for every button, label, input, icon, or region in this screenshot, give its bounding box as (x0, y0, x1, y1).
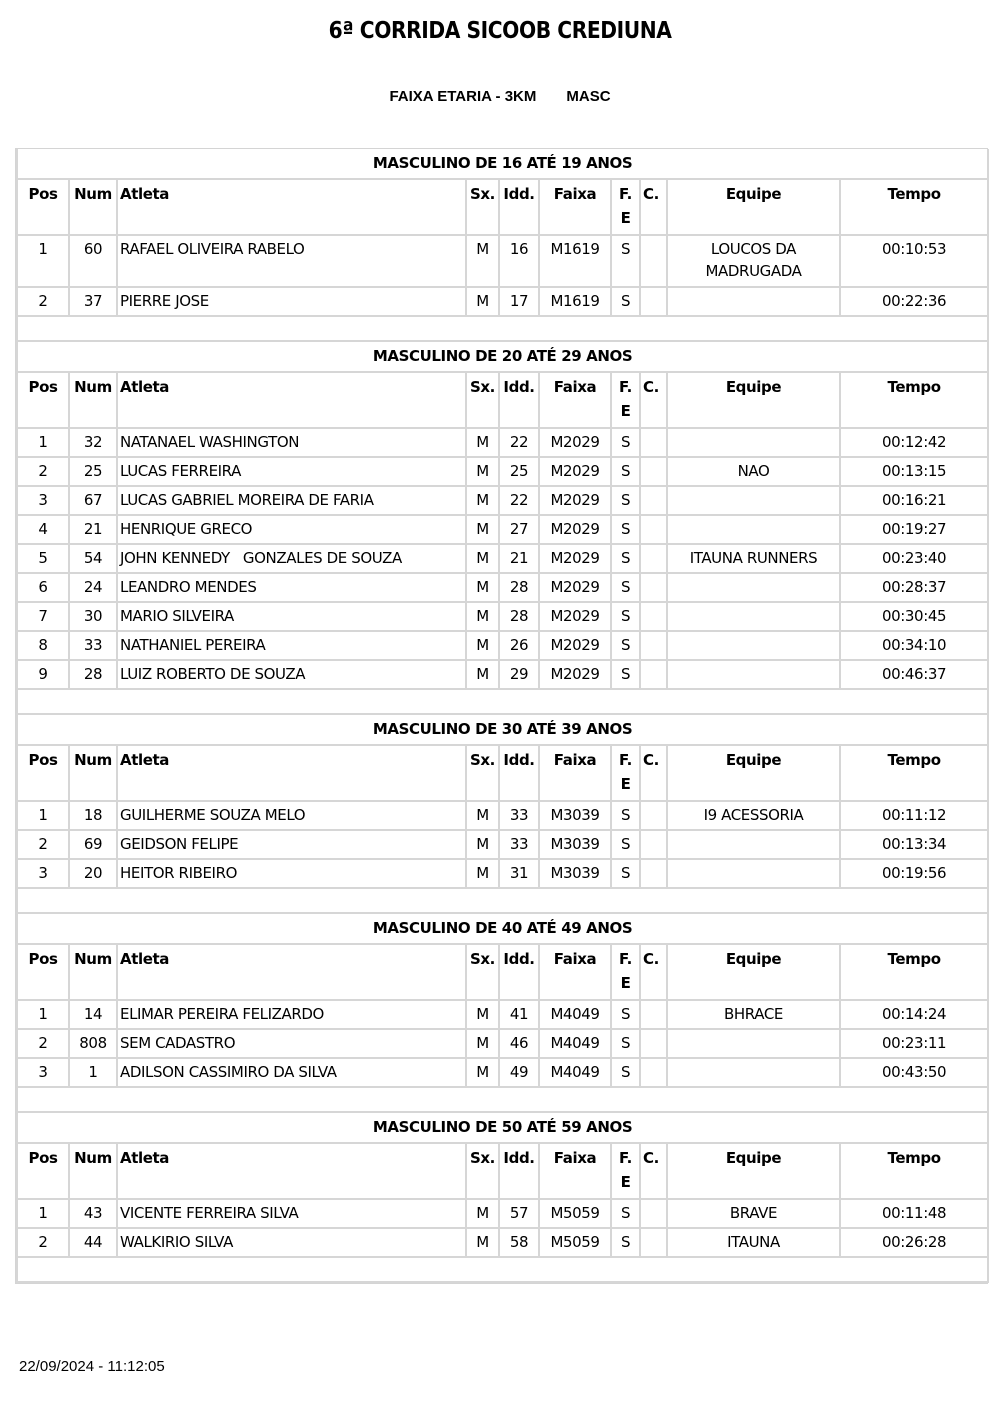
cell-fe: S (611, 1199, 640, 1228)
spacer-cell (17, 888, 988, 913)
cell-c (640, 830, 667, 859)
cell-atleta: GEIDSON FELIPE (117, 830, 466, 859)
cell-num: 37 (69, 287, 117, 316)
cell-c (640, 1000, 667, 1029)
cell-tempo: 00:13:34 (840, 830, 988, 859)
cell-num: 60 (69, 235, 117, 287)
cell-equipe (667, 287, 840, 316)
column-header-row (17, 179, 988, 235)
cell-atleta: RAFAEL OLIVEIRA RABELO (117, 235, 466, 287)
column-header-row (17, 1143, 988, 1199)
cell-faixa: M4049 (539, 1058, 611, 1087)
category-spacer (17, 316, 988, 341)
cell-pos: 6 (17, 573, 69, 602)
category-title: MASCULINO DE 50 ATÉ 59 ANOS (17, 1112, 988, 1143)
cell-pos: 1 (17, 801, 69, 830)
table-row (17, 287, 988, 316)
cell-fe: S (611, 515, 640, 544)
cell-sx: M (466, 602, 499, 631)
cell-sx: M (466, 631, 499, 660)
cell-tempo: 00:43:50 (840, 1058, 988, 1087)
cell-faixa: M5059 (539, 1199, 611, 1228)
table-row (17, 544, 988, 573)
cell-atleta: HEITOR RIBEIRO (117, 859, 466, 888)
cell-equipe (667, 573, 840, 602)
cell-num: 43 (69, 1199, 117, 1228)
cell-num: 14 (69, 1000, 117, 1029)
cell-equipe (667, 486, 840, 515)
column-header-pos: Pos (17, 372, 69, 428)
column-header-num: Num (69, 944, 117, 1000)
cell-pos: 8 (17, 631, 69, 660)
results-table (16, 149, 989, 1283)
cell-tempo: 00:28:37 (840, 573, 988, 602)
cell-equipe: ITAUNA RUNNERS (667, 544, 840, 573)
column-header-fe: F. E (611, 372, 640, 428)
cell-pos: 2 (17, 287, 69, 316)
cell-fe: S (611, 457, 640, 486)
cell-equipe: I9 ACESSORIA (667, 801, 840, 830)
cell-faixa: M2029 (539, 544, 611, 573)
cell-atleta: VICENTE FERREIRA SILVA (117, 1199, 466, 1228)
subtitle-category: FAIXA ETARIA - 3KM (389, 88, 537, 105)
cell-pos: 3 (17, 486, 69, 515)
cell-c (640, 573, 667, 602)
cell-atleta: JOHN KENNEDY GONZALES DE SOUZA (117, 544, 466, 573)
category-title-row (17, 149, 988, 179)
cell-idd: 16 (499, 235, 539, 287)
cell-pos: 4 (17, 515, 69, 544)
cell-sx: M (466, 1000, 499, 1029)
cell-pos: 2 (17, 1228, 69, 1257)
category-title: MASCULINO DE 30 ATÉ 39 ANOS (17, 714, 988, 745)
cell-pos: 2 (17, 830, 69, 859)
cell-atleta: HENRIQUE GRECO (117, 515, 466, 544)
cell-pos: 5 (17, 544, 69, 573)
cell-c (640, 235, 667, 287)
cell-equipe (667, 602, 840, 631)
cell-idd: 33 (499, 801, 539, 830)
cell-faixa: M2029 (539, 602, 611, 631)
cell-pos: 3 (17, 859, 69, 888)
column-header-row (17, 745, 988, 801)
cell-fe: S (611, 859, 640, 888)
cell-fe: S (611, 1058, 640, 1087)
cell-idd: 58 (499, 1228, 539, 1257)
cell-faixa: M3039 (539, 859, 611, 888)
cell-fe: S (611, 602, 640, 631)
column-header-row (17, 372, 988, 428)
column-header-idd: Idd. (499, 372, 539, 428)
cell-idd: 26 (499, 631, 539, 660)
table-row (17, 631, 988, 660)
table-row (17, 428, 988, 457)
cell-equipe (667, 631, 840, 660)
cell-faixa: M2029 (539, 486, 611, 515)
cell-atleta: ELIMAR PEREIRA FELIZARDO (117, 1000, 466, 1029)
cell-pos: 1 (17, 1000, 69, 1029)
cell-sx: M (466, 486, 499, 515)
table-row (17, 1000, 988, 1029)
table-row (17, 1029, 988, 1058)
cell-tempo: 00:34:10 (840, 631, 988, 660)
column-header-num: Num (69, 1143, 117, 1199)
cell-idd: 57 (499, 1199, 539, 1228)
category-title: MASCULINO DE 20 ATÉ 29 ANOS (17, 341, 988, 372)
cell-num: 25 (69, 457, 117, 486)
table-row (17, 830, 988, 859)
column-header-c: C. (640, 745, 667, 801)
cell-num: 54 (69, 544, 117, 573)
cell-faixa: M2029 (539, 515, 611, 544)
cell-tempo: 00:11:12 (840, 801, 988, 830)
cell-equipe: BHRACE (667, 1000, 840, 1029)
cell-num: 67 (69, 486, 117, 515)
table-row (17, 801, 988, 830)
cell-idd: 49 (499, 1058, 539, 1087)
cell-tempo: 00:30:45 (840, 602, 988, 631)
cell-equipe: LOUCOS DA MADRUGADA (667, 235, 840, 287)
cell-idd: 22 (499, 486, 539, 515)
cell-tempo: 00:19:27 (840, 515, 988, 544)
cell-tempo: 00:22:36 (840, 287, 988, 316)
category-title-row (17, 341, 988, 372)
column-header-equipe: Equipe (667, 745, 840, 801)
cell-sx: M (466, 544, 499, 573)
cell-sx: M (466, 515, 499, 544)
table-row (17, 486, 988, 515)
cell-equipe: BRAVE (667, 1199, 840, 1228)
cell-c (640, 457, 667, 486)
cell-idd: 31 (499, 859, 539, 888)
cell-pos: 2 (17, 457, 69, 486)
cell-tempo: 00:11:48 (840, 1199, 988, 1228)
cell-sx: M (466, 1029, 499, 1058)
cell-faixa: M3039 (539, 801, 611, 830)
cell-fe: S (611, 631, 640, 660)
category-title-row (17, 913, 988, 944)
cell-c (640, 801, 667, 830)
column-header-faixa: Faixa (539, 1143, 611, 1199)
column-header-pos: Pos (17, 1143, 69, 1199)
cell-fe: S (611, 801, 640, 830)
cell-sx: M (466, 1228, 499, 1257)
cell-pos: 7 (17, 602, 69, 631)
cell-c (640, 602, 667, 631)
column-header-row (17, 944, 988, 1000)
table-row (17, 859, 988, 888)
cell-equipe (667, 859, 840, 888)
category-spacer (17, 1087, 988, 1112)
cell-fe: S (611, 486, 640, 515)
cell-num: 44 (69, 1228, 117, 1257)
cell-c (640, 631, 667, 660)
column-header-faixa: Faixa (539, 944, 611, 1000)
cell-tempo: 00:13:15 (840, 457, 988, 486)
column-header-c: C. (640, 372, 667, 428)
cell-c (640, 486, 667, 515)
column-header-atleta: Atleta (117, 179, 466, 235)
column-header-sx: Sx. (466, 745, 499, 801)
column-header-faixa: Faixa (539, 179, 611, 235)
category-title-row (17, 714, 988, 745)
cell-faixa: M4049 (539, 1000, 611, 1029)
column-header-atleta: Atleta (117, 944, 466, 1000)
table-row (17, 602, 988, 631)
cell-atleta: GUILHERME SOUZA MELO (117, 801, 466, 830)
column-header-idd: Idd. (499, 745, 539, 801)
cell-atleta: LUCAS GABRIEL MOREIRA DE FARIA (117, 486, 466, 515)
cell-idd: 28 (499, 602, 539, 631)
column-header-fe: F. E (611, 745, 640, 801)
cell-sx: M (466, 660, 499, 689)
cell-sx: M (466, 573, 499, 602)
column-header-num: Num (69, 745, 117, 801)
cell-faixa: M3039 (539, 830, 611, 859)
cell-equipe: ITAUNA (667, 1228, 840, 1257)
cell-faixa: M2029 (539, 631, 611, 660)
document-subtitle (0, 88, 1000, 105)
column-header-idd: Idd. (499, 1143, 539, 1199)
category-title: MASCULINO DE 40 ATÉ 49 ANOS (17, 913, 988, 944)
spacer-cell (17, 689, 988, 714)
cell-sx: M (466, 457, 499, 486)
category-title-row (17, 1112, 988, 1143)
category-title: MASCULINO DE 16 ATÉ 19 ANOS (17, 149, 988, 179)
cell-num: 21 (69, 515, 117, 544)
cell-num: 69 (69, 830, 117, 859)
cell-c (640, 660, 667, 689)
cell-tempo: 00:46:37 (840, 660, 988, 689)
cell-num: 1 (69, 1058, 117, 1087)
column-header-fe: F. E (611, 179, 640, 235)
cell-num: 18 (69, 801, 117, 830)
column-header-pos: Pos (17, 179, 69, 235)
cell-c (640, 1228, 667, 1257)
cell-idd: 29 (499, 660, 539, 689)
column-header-c: C. (640, 179, 667, 235)
cell-sx: M (466, 287, 499, 316)
cell-atleta: ADILSON CASSIMIRO DA SILVA (117, 1058, 466, 1087)
cell-tempo: 00:19:56 (840, 859, 988, 888)
table-row (17, 660, 988, 689)
cell-fe: S (611, 660, 640, 689)
cell-faixa: M2029 (539, 573, 611, 602)
cell-fe: S (611, 1029, 640, 1058)
category-spacer (17, 689, 988, 714)
cell-num: 32 (69, 428, 117, 457)
cell-atleta: WALKIRIO SILVA (117, 1228, 466, 1257)
column-header-idd: Idd. (499, 944, 539, 1000)
cell-c (640, 287, 667, 316)
spacer-cell (17, 1257, 988, 1282)
cell-c (640, 1029, 667, 1058)
cell-atleta: LEANDRO MENDES (117, 573, 466, 602)
cell-idd: 33 (499, 830, 539, 859)
spacer-cell (17, 316, 988, 341)
cell-sx: M (466, 1058, 499, 1087)
column-header-tempo: Tempo (840, 944, 988, 1000)
cell-tempo: 00:14:24 (840, 1000, 988, 1029)
cell-idd: 41 (499, 1000, 539, 1029)
cell-fe: S (611, 287, 640, 316)
table-row (17, 573, 988, 602)
cell-idd: 21 (499, 544, 539, 573)
column-header-atleta: Atleta (117, 745, 466, 801)
column-header-fe: F. E (611, 1143, 640, 1199)
column-header-c: C. (640, 1143, 667, 1199)
cell-pos: 9 (17, 660, 69, 689)
column-header-tempo: Tempo (840, 372, 988, 428)
cell-atleta: NATHANIEL PEREIRA (117, 631, 466, 660)
cell-pos: 1 (17, 428, 69, 457)
cell-c (640, 544, 667, 573)
cell-fe: S (611, 573, 640, 602)
cell-num: 24 (69, 573, 117, 602)
table-row (17, 515, 988, 544)
cell-equipe (667, 830, 840, 859)
cell-tempo: 00:26:28 (840, 1228, 988, 1257)
cell-tempo: 00:23:11 (840, 1029, 988, 1058)
cell-sx: M (466, 428, 499, 457)
cell-c (640, 859, 667, 888)
cell-c (640, 1058, 667, 1087)
cell-fe: S (611, 830, 640, 859)
column-header-atleta: Atleta (117, 372, 466, 428)
cell-sx: M (466, 1199, 499, 1228)
column-header-num: Num (69, 372, 117, 428)
cell-equipe (667, 515, 840, 544)
column-header-atleta: Atleta (117, 1143, 466, 1199)
cell-pos: 2 (17, 1029, 69, 1058)
category-spacer (17, 1257, 988, 1282)
cell-faixa: M2029 (539, 660, 611, 689)
cell-faixa: M2029 (539, 428, 611, 457)
cell-c (640, 1199, 667, 1228)
table-row (17, 1199, 988, 1228)
table-row (17, 1228, 988, 1257)
column-header-pos: Pos (17, 944, 69, 1000)
column-header-fe: F. E (611, 944, 640, 1000)
cell-tempo: 00:10:53 (840, 235, 988, 287)
cell-pos: 1 (17, 1199, 69, 1228)
column-header-tempo: Tempo (840, 179, 988, 235)
results-sheet (15, 148, 988, 1284)
cell-atleta: MARIO SILVEIRA (117, 602, 466, 631)
cell-faixa: M1619 (539, 235, 611, 287)
column-header-equipe: Equipe (667, 1143, 840, 1199)
subtitle-gender: MASC (566, 88, 611, 105)
cell-sx: M (466, 830, 499, 859)
column-header-tempo: Tempo (840, 745, 988, 801)
cell-atleta: SEM CADASTRO (117, 1029, 466, 1058)
spacer-cell (17, 1087, 988, 1112)
cell-sx: M (466, 859, 499, 888)
cell-atleta: LUCAS FERREIRA (117, 457, 466, 486)
cell-tempo: 00:12:42 (840, 428, 988, 457)
column-header-num: Num (69, 179, 117, 235)
cell-idd: 25 (499, 457, 539, 486)
footer-timestamp: 22/09/2024 - 11:12:05 (19, 1358, 165, 1375)
cell-fe: S (611, 1228, 640, 1257)
cell-fe: S (611, 544, 640, 573)
cell-sx: M (466, 801, 499, 830)
cell-faixa: M2029 (539, 457, 611, 486)
cell-faixa: M4049 (539, 1029, 611, 1058)
column-header-faixa: Faixa (539, 372, 611, 428)
cell-fe: S (611, 235, 640, 287)
table-row (17, 457, 988, 486)
cell-num: 808 (69, 1029, 117, 1058)
cell-idd: 28 (499, 573, 539, 602)
column-header-idd: Idd. (499, 179, 539, 235)
column-header-sx: Sx. (466, 944, 499, 1000)
cell-faixa: M5059 (539, 1228, 611, 1257)
document-title: 6ª CORRIDA SICOOB CREDIUNA (328, 18, 672, 44)
cell-faixa: M1619 (539, 287, 611, 316)
category-spacer (17, 888, 988, 913)
cell-atleta: LUIZ ROBERTO DE SOUZA (117, 660, 466, 689)
cell-idd: 22 (499, 428, 539, 457)
cell-fe: S (611, 428, 640, 457)
cell-sx: M (466, 235, 499, 287)
cell-idd: 17 (499, 287, 539, 316)
column-header-sx: Sx. (466, 179, 499, 235)
cell-num: 20 (69, 859, 117, 888)
cell-equipe: NAO (667, 457, 840, 486)
cell-atleta: PIERRE JOSE (117, 287, 466, 316)
cell-c (640, 515, 667, 544)
column-header-faixa: Faixa (539, 745, 611, 801)
cell-atleta: NATANAEL WASHINGTON (117, 428, 466, 457)
cell-num: 30 (69, 602, 117, 631)
cell-idd: 27 (499, 515, 539, 544)
column-header-tempo: Tempo (840, 1143, 988, 1199)
table-row (17, 1058, 988, 1087)
column-header-sx: Sx. (466, 1143, 499, 1199)
column-header-equipe: Equipe (667, 944, 840, 1000)
cell-equipe (667, 1058, 840, 1087)
column-header-equipe: Equipe (667, 179, 840, 235)
table-row (17, 235, 988, 287)
column-header-sx: Sx. (466, 372, 499, 428)
cell-pos: 1 (17, 235, 69, 287)
cell-num: 33 (69, 631, 117, 660)
cell-equipe (667, 1029, 840, 1058)
column-header-equipe: Equipe (667, 372, 840, 428)
column-header-pos: Pos (17, 745, 69, 801)
cell-tempo: 00:23:40 (840, 544, 988, 573)
cell-equipe (667, 428, 840, 457)
cell-tempo: 00:16:21 (840, 486, 988, 515)
column-header-c: C. (640, 944, 667, 1000)
cell-idd: 46 (499, 1029, 539, 1058)
cell-fe: S (611, 1000, 640, 1029)
cell-num: 28 (69, 660, 117, 689)
cell-equipe (667, 660, 840, 689)
cell-pos: 3 (17, 1058, 69, 1087)
cell-c (640, 428, 667, 457)
